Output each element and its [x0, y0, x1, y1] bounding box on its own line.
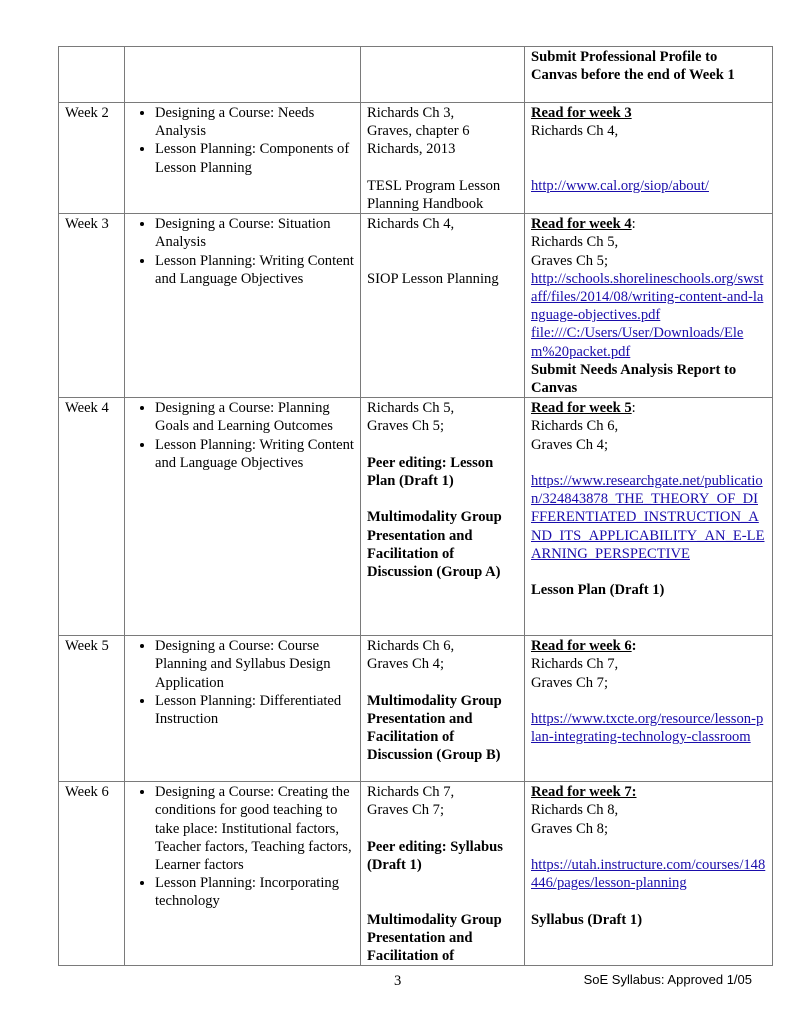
approval-note: SoE Syllabus: Approved 1/05 — [583, 972, 752, 987]
reading-cell — [361, 636, 525, 782]
due-submit-profile: Submit Professional Profile to Canvas before the end of Week 1 — [531, 49, 735, 84]
table-row — [59, 103, 773, 214]
reading-cell — [361, 214, 525, 398]
reading-cell — [361, 398, 525, 636]
due-cell — [525, 782, 773, 966]
peer-editing: Peer editing: Syllabus (Draft 1) — [367, 838, 503, 874]
due-submit-needs: Submit Needs Analysis Report to Canvas — [531, 361, 737, 397]
read-heading: Read for week 3 — [531, 105, 632, 121]
topic-cell — [125, 398, 361, 636]
topic-item: • Lesson Planning: Incorporating technology — [155, 874, 354, 910]
due-cell — [525, 636, 773, 782]
topic-cell — [125, 103, 361, 214]
reading-item: Graves Ch 7; — [367, 802, 445, 819]
topic-item: • Designing a Course: Creating the conditions for good teaching to take place: Institutional factors, Teacher factors, Teaching factors, Learner factors — [155, 783, 354, 874]
topic-cell — [125, 214, 361, 398]
reading-item: Richards Ch 7, — [367, 784, 455, 801]
topic-item: • Lesson Planning: Writing Content and Language Objectives — [155, 436, 354, 472]
colon: : — [631, 400, 636, 417]
resource-link[interactable]: http://schools.shorelineschools.org/swstaff/files/2014/08/writing-content-and-language-objectives.pdf — [531, 270, 764, 324]
reading-item: Graves Ch 4; — [367, 656, 445, 673]
reading-cell — [361, 782, 525, 966]
reading-item: Graves Ch 5; — [367, 418, 445, 435]
resource-link[interactable]: http://www.cal.org/siop/about/ — [531, 177, 709, 194]
page-number: 3 — [394, 973, 402, 989]
resource-link[interactable]: https://www.txcte.org/resource/lesson-plan-integrating-technology-classroom — [531, 711, 764, 746]
week-label: Week 6 — [59, 782, 125, 966]
week-label: Week 4 — [59, 398, 125, 636]
topic-item: • Designing a Course: Situation Analysis — [155, 215, 354, 251]
due-item: Graves Ch 7; — [531, 674, 609, 691]
due-item: Richards Ch 8, — [531, 802, 619, 819]
due-item: Graves Ch 4; — [531, 436, 609, 453]
topic-item: • Lesson Planning: Components of Lesson Planning — [155, 140, 354, 176]
week-label: Week 3 — [59, 214, 125, 398]
read-heading: Read for week 4 — [531, 216, 632, 233]
table-row — [59, 398, 773, 636]
week-label: Week 2 — [59, 103, 125, 214]
topic-item: • Designing a Course: Course Planning and Syllabus Design Application — [155, 637, 354, 692]
due-cell — [525, 47, 773, 103]
resource-link[interactable]: file:///C:/Users/User/Downloads/Elem%20packet.pdf — [531, 325, 744, 360]
table-row — [59, 636, 773, 782]
group-presentation: Multimodality Group Presentation and Facilitation of — [367, 911, 502, 965]
reading-item: Richards Ch 5, — [367, 400, 455, 417]
due-deliverable: Syllabus (Draft 1) — [531, 911, 643, 928]
group-presentation: Multimodality Group Presentation and Facilitation of Discussion (Group A) — [367, 509, 502, 581]
due-item: Richards Ch 4, — [531, 123, 619, 140]
topic-cell — [125, 636, 361, 782]
table-row — [59, 782, 773, 966]
reading-item: Richards, 2013 — [367, 141, 456, 158]
reading-item: Richards Ch 3, — [367, 105, 455, 121]
reading-item: Richards Ch 4, — [367, 216, 455, 233]
topic-cell — [125, 782, 361, 966]
read-heading: Read for week 7: — [531, 784, 637, 801]
topic-item: • Lesson Planning: Writing Content and Language Objectives — [155, 252, 354, 288]
due-item: Graves Ch 5; — [531, 252, 609, 269]
due-item: Richards Ch 7, — [531, 656, 619, 673]
topic-item: • Designing a Course: Planning Goals and Learning Outcomes — [155, 399, 354, 435]
table-row — [59, 47, 773, 103]
table-row — [59, 214, 773, 398]
topic-cell — [125, 47, 361, 103]
reading-cell — [361, 103, 525, 214]
colon: : — [631, 638, 637, 655]
due-cell — [525, 103, 773, 214]
read-heading: Read for week 5 — [531, 400, 632, 417]
group-presentation: Multimodality Group Presentation and Facilitation of Discussion (Group B) — [367, 692, 502, 764]
peer-editing: Peer editing: Lesson Plan (Draft 1) — [367, 454, 494, 490]
topic-item: • Designing a Course: Needs Analysis — [155, 104, 354, 140]
reading-item: Graves, chapter 6 — [367, 123, 470, 140]
due-item: Richards Ch 6, — [531, 418, 619, 435]
week-cell — [59, 47, 125, 103]
due-item: Richards Ch 5, — [531, 234, 619, 251]
resource-link[interactable]: https://utah.instructure.com/courses/148446/pages/lesson-planning — [531, 857, 766, 892]
reading-cell — [361, 47, 525, 103]
reading-item: Richards Ch 6, — [367, 638, 455, 655]
resource-link[interactable]: https://www.researchgate.net/publication/324843878_THE_THEORY_OF_DIFFERENTIATED_INSTRUCTION_AND_ITS_APPLICABILITY_AN_E-LEARNING_PERSPECTIVE — [531, 473, 765, 562]
due-cell — [525, 398, 773, 636]
topic-item: • Lesson Planning: Differentiated Instruction — [155, 692, 354, 728]
due-cell — [525, 214, 773, 398]
colon: : — [631, 216, 636, 233]
reading-item: SIOP Lesson Planning — [367, 270, 499, 287]
schedule-table — [58, 46, 773, 966]
due-deliverable: Lesson Plan (Draft 1) — [531, 582, 665, 599]
read-heading: Read for week 6 — [531, 638, 632, 655]
due-item: Graves Ch 8; — [531, 820, 609, 837]
reading-item: TESL Program Lesson Planning Handbook — [367, 177, 501, 212]
week-label: Week 5 — [59, 636, 125, 782]
